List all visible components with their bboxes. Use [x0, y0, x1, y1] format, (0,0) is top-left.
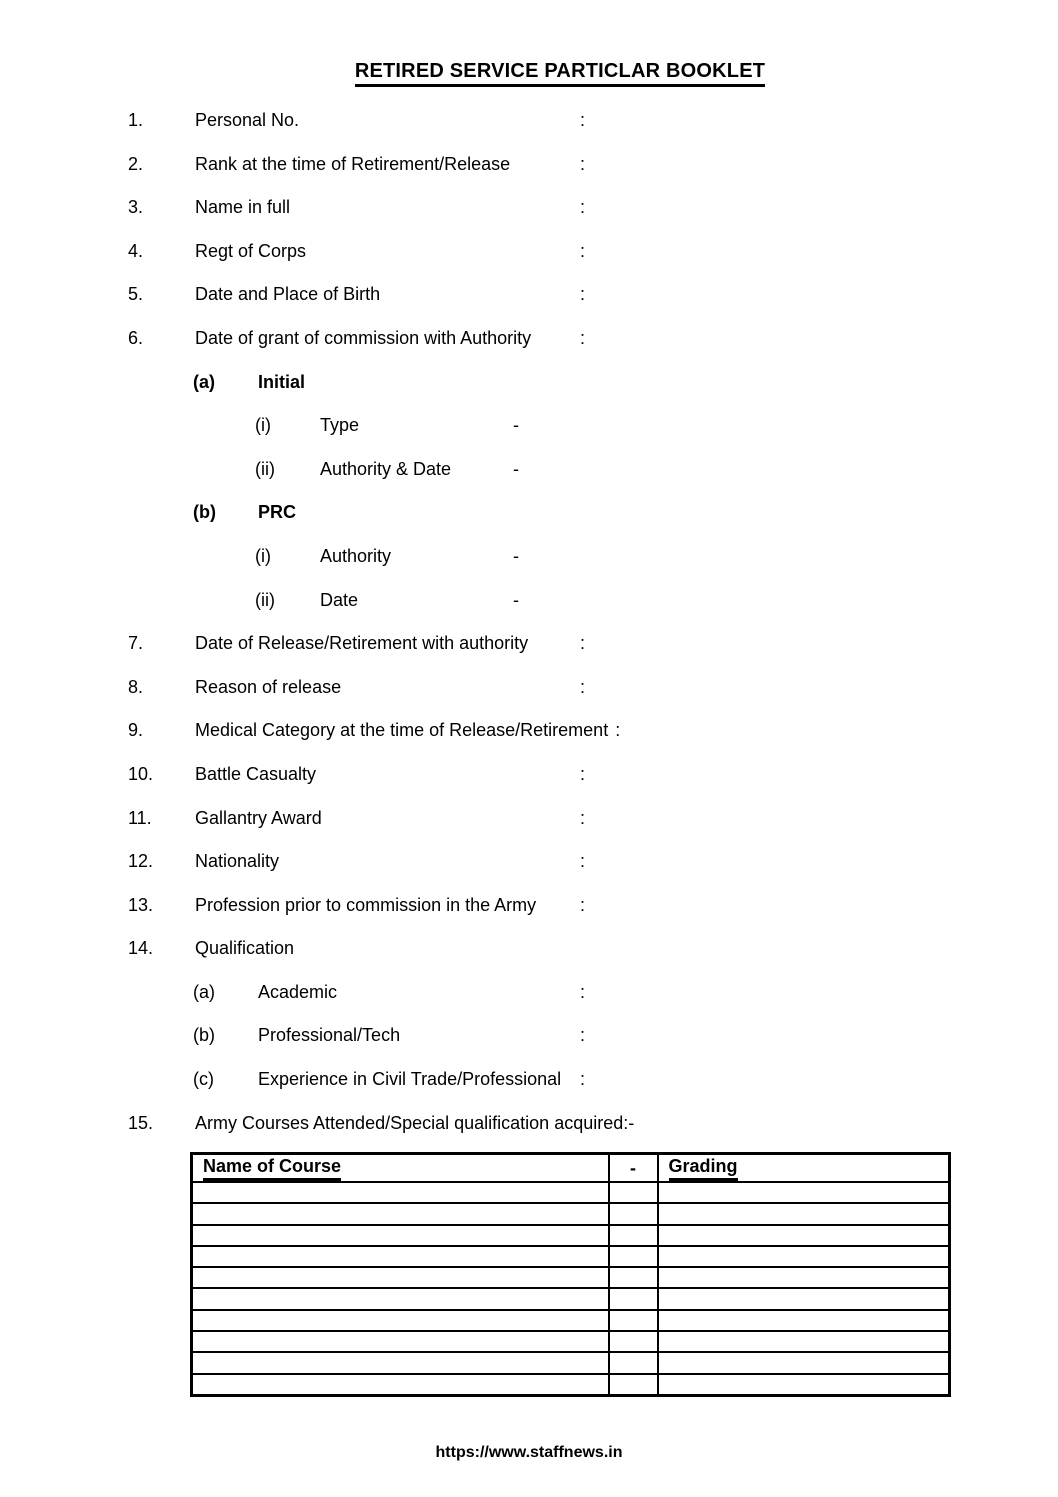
dash-cell	[609, 1331, 658, 1352]
item-label: Date of grant of commission with Authority	[195, 327, 532, 348]
item-medical-category	[0, 719, 1058, 763]
item-label: Medical Category at the time of Release/Retirement	[195, 720, 609, 741]
item-label: Date of Release/Retirement with authority	[195, 633, 529, 654]
item-separator: :	[580, 1069, 586, 1090]
item-label: Qualification	[195, 938, 295, 959]
item-date-place-of-birth	[0, 283, 1058, 327]
courses-table-block	[190, 1152, 951, 1397]
item-rank-at-retirement	[0, 153, 1058, 197]
item-number: (i)	[255, 415, 271, 436]
item-label: Authority	[320, 545, 392, 566]
grading-cell	[658, 1203, 950, 1224]
course-name-cell	[192, 1288, 609, 1309]
dash-cell	[609, 1374, 658, 1396]
item-separator: -	[513, 545, 519, 566]
item-label: Personal No.	[195, 110, 300, 130]
item-number: 6.	[128, 327, 144, 348]
header-text: Name of Course	[203, 1156, 341, 1181]
course-name-cell	[192, 1310, 609, 1331]
item-number: 10.	[128, 763, 154, 784]
item-separator: -	[513, 458, 519, 479]
item-prc-authority	[0, 545, 1058, 589]
course-name-header	[192, 1154, 609, 1183]
item-separator: :	[580, 807, 586, 828]
dash-cell	[609, 1246, 658, 1267]
item-number: 3.	[128, 197, 144, 218]
item-label: Reason of release	[195, 676, 342, 697]
item-number: (ii)	[255, 458, 275, 479]
item-number: 12.	[128, 851, 154, 872]
course-name-cell	[192, 1267, 609, 1288]
item-number: 5.	[128, 284, 144, 305]
document-title: RETIRED SERVICE PARTICLAR BOOKLET	[355, 60, 765, 87]
grading-cell	[658, 1310, 950, 1331]
item-label: Academic	[258, 981, 338, 1002]
footer-url: https://www.staffnews.in	[435, 1444, 623, 1461]
course-name-cell	[192, 1203, 609, 1224]
item-number: (c)	[193, 1069, 214, 1090]
table-row	[192, 1288, 950, 1309]
table-row	[192, 1352, 950, 1373]
dash-header	[609, 1154, 658, 1183]
item-number: 14.	[128, 938, 154, 959]
grading-cell	[658, 1288, 950, 1309]
table-header-row	[192, 1154, 950, 1183]
table-row	[192, 1374, 950, 1396]
item-label: Experience in Civil Trade/Professional	[258, 1069, 562, 1090]
item-personal-no	[0, 109, 1058, 153]
course-name-cell	[192, 1331, 609, 1352]
item-label: Name in full	[195, 197, 291, 218]
item-initial-type	[0, 414, 1058, 458]
item-army-courses	[0, 1112, 1058, 1156]
item-profession-prior	[0, 894, 1058, 938]
item-commission-initial	[0, 371, 1058, 415]
item-commission-prc	[0, 501, 1058, 545]
item-prc-date	[0, 589, 1058, 633]
table-row	[192, 1246, 950, 1267]
dash-cell	[609, 1352, 658, 1373]
dash-cell	[609, 1288, 658, 1309]
item-separator: :	[580, 676, 586, 697]
item-separator: :	[580, 894, 586, 915]
header-text: Grading	[669, 1156, 738, 1181]
grading-cell	[658, 1246, 950, 1267]
title-block	[130, 60, 990, 87]
item-number: (b)	[193, 502, 216, 523]
item-number: 1.	[128, 110, 144, 130]
item-qualification-experience	[0, 1068, 1058, 1112]
dash-cell	[609, 1310, 658, 1331]
item-number: (a)	[193, 981, 215, 1002]
grading-cell	[658, 1225, 950, 1246]
item-label: Gallantry Award	[195, 807, 322, 828]
item-label: Authority & Date	[320, 458, 452, 479]
item-separator: -	[513, 589, 519, 610]
item-separator: :	[580, 110, 586, 130]
item-label: Regt of Corps	[195, 240, 307, 261]
course-name-cell	[192, 1246, 609, 1267]
table-row	[192, 1267, 950, 1288]
table-row	[192, 1182, 950, 1203]
item-qualification-professional	[0, 1024, 1058, 1068]
item-nationality	[0, 850, 1058, 894]
item-number: 4.	[128, 240, 144, 261]
item-number: 15.	[128, 1112, 154, 1133]
header-text: -	[630, 1157, 636, 1178]
grading-header	[658, 1154, 950, 1183]
item-label: Type	[320, 415, 360, 436]
item-label: Army Courses Attended/Special qualification acquired:-	[195, 1112, 635, 1133]
course-name-cell	[192, 1225, 609, 1246]
item-initial-authority-date	[0, 458, 1058, 502]
grading-cell	[658, 1374, 950, 1396]
item-label: Professional/Tech	[258, 1025, 401, 1046]
item-number: (i)	[255, 545, 271, 566]
table-row	[192, 1225, 950, 1246]
item-separator: :	[580, 240, 586, 261]
item-number: 9.	[128, 720, 144, 741]
dash-cell	[609, 1203, 658, 1224]
item-number: 2.	[128, 153, 144, 174]
courses-table	[190, 1152, 951, 1397]
item-separator: -	[513, 415, 519, 436]
grading-cell	[658, 1182, 950, 1203]
item-separator: :	[580, 981, 586, 1002]
item-number: 7.	[128, 633, 144, 654]
item-separator: :	[580, 763, 586, 784]
item-battle-casualty	[0, 763, 1058, 807]
item-separator: :	[580, 153, 586, 174]
item-reason-of-release	[0, 676, 1058, 720]
item-label: Initial	[258, 371, 306, 392]
item-number: (a)	[193, 371, 215, 392]
grading-cell	[658, 1352, 950, 1373]
course-name-cell	[192, 1182, 609, 1203]
item-separator: :	[580, 633, 586, 654]
item-label: Battle Casualty	[195, 763, 317, 784]
item-number: 11.	[128, 807, 152, 828]
item-date-of-release	[0, 632, 1058, 676]
item-regt-of-corps	[0, 240, 1058, 284]
item-label: Nationality	[195, 851, 280, 872]
item-number: (b)	[193, 1025, 215, 1046]
dash-cell	[609, 1182, 658, 1203]
item-number: 13.	[128, 894, 154, 915]
table-row	[192, 1310, 950, 1331]
item-number: 8.	[128, 676, 144, 697]
dash-cell	[609, 1267, 658, 1288]
table-row	[192, 1203, 950, 1224]
item-label: Rank at the time of Retirement/Release	[195, 153, 511, 174]
item-separator: :	[580, 284, 586, 305]
item-separator: :	[580, 197, 586, 218]
item-separator: :	[580, 1025, 586, 1046]
item-name-in-full	[0, 196, 1058, 240]
item-date-of-commission	[0, 327, 1058, 371]
grading-cell	[658, 1331, 950, 1352]
item-label: Date and Place of Birth	[195, 284, 381, 305]
item-label: PRC	[258, 502, 297, 523]
item-separator: :	[580, 851, 586, 872]
item-label: Profession prior to commission in the Army	[195, 894, 537, 915]
dash-cell	[609, 1225, 658, 1246]
form-items	[0, 109, 1058, 1155]
grading-cell	[658, 1267, 950, 1288]
item-number: (ii)	[255, 589, 275, 610]
item-separator: :	[615, 720, 621, 741]
item-gallantry-award	[0, 807, 1058, 851]
item-separator: :	[580, 327, 586, 348]
item-qualification-academic	[0, 981, 1058, 1025]
course-name-cell	[192, 1374, 609, 1396]
item-label: Date	[320, 589, 359, 610]
course-name-cell	[192, 1352, 609, 1373]
table-row	[192, 1331, 950, 1352]
item-qualification	[0, 937, 1058, 981]
